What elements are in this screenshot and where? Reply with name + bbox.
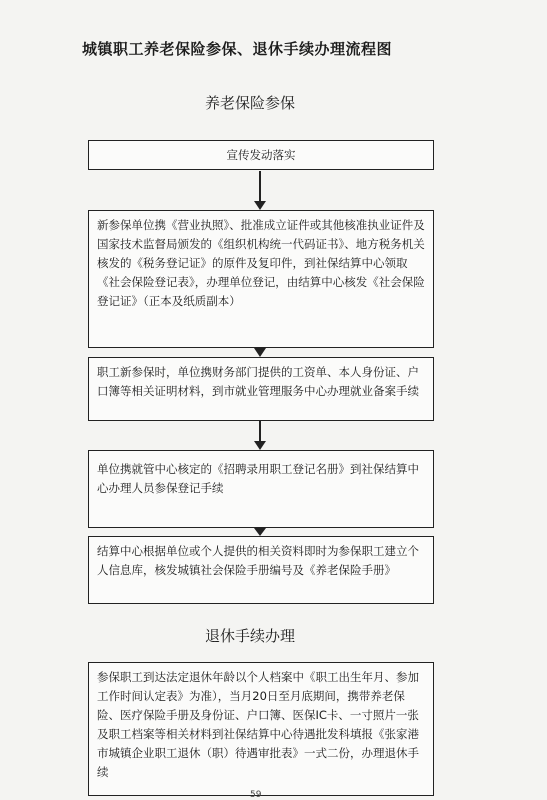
flow-step-employment-filing: 职工新参保时，单位携财务部门提供的工资单、本人身份证、户口簿等相关证明材料，到市就业管理服务中心办理就业备案手续 [88, 357, 434, 421]
page-title: 城镇职工养老保险参保、退休手续办理流程图 [82, 40, 393, 58]
flow-step-publicity: 宣传发动落实 [88, 140, 434, 170]
page-number: 59 [250, 790, 262, 800]
flow-step-insurance-handbook: 结算中心根据单位或个人提供的相关资料即时为参保职工建立个人信息库，核发城镇社会保险手册编号及《养老保险手册》 [88, 536, 434, 604]
flow-arrow [254, 421, 266, 450]
flow-arrow [254, 348, 266, 357]
flow-arrow [254, 171, 266, 210]
flow-arrow [254, 528, 266, 536]
section-heading-pension: 养老保险参保 [205, 94, 296, 112]
flow-step-retirement-procedure: 参保职工到达法定退休年龄以个人档案中《职工出生年月、参加工作时间认定表》为准），当月20日至月底期间，携带养老保险、医疗保险手册及身份证、户口簿、医保IC卡、一寸照片一张及职工档案等相关材料到社保结算中心待遇批发科填报《张家港市城镇企业职工退休（职）待遇审批表》一式二份，办理退休手续 [88, 662, 434, 796]
flow-step-unit-registration: 新参保单位携《营业执照》、批准成立证件或其他核准执业证件及国家技术监督局颁发的《组织机构统一代码证书》、地方税务机关核发的《税务登记证》的原件及复印件，到社保结算中心领取《社会保险登记表》，办理单位登记，由结算中心核发《社会保险登记证》（正本及纸质副本） [88, 210, 434, 348]
flow-step-personnel-registration: 单位携就管中心核定的《招聘录用职工登记名册》到社保结算中心办理人员参保登记手续 [88, 450, 434, 528]
section-heading-retirement: 退休手续办理 [205, 627, 296, 645]
